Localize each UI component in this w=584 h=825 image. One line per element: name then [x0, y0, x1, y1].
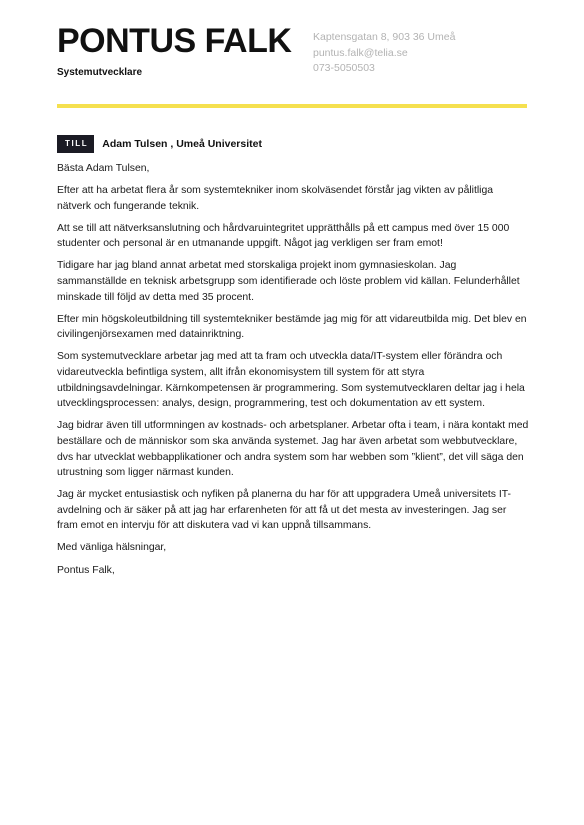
applicant-name: PONTUS FALK [57, 22, 292, 60]
contact-address: Kaptensgatan 8, 903 36 Umeå [313, 31, 456, 43]
letter-paragraph: Tidigare har jag bland annat arbetat med storskaliga projekt inom gymnasieskolan. Jag sammanställde en teknisk arbetsgrupp som identifierade och löste problem vid källan. Felunderhållet minskade till följd av detta med 35 procent. [57, 260, 520, 303]
letter-paragraph: Jag bidrar även till utformningen av kostnads- och arbetsplaner. Arbetar ofta i team, i nära kontakt med beställare och de människor som ska använda systemet. Jag har även arbetat som webbutvecklare, dvs har utvecklat webbapplikationer och andra system som har webben som ”klient”, det vill säga den utrustning som ligger närmast kunden. [57, 420, 529, 479]
letter-greeting: Bästa Adam Tulsen, [57, 163, 150, 174]
accent-divider [57, 104, 527, 108]
contact-email: puntus.falk@telia.se [313, 46, 408, 59]
letter-closing: Med vänliga hälsningar, [57, 542, 167, 554]
letter-paragraph: Efter att ha arbetat flera år som systemtekniker inom skolväsendet förstår jag vikten av pålitliga nätverk och fungerande teknik. [57, 185, 494, 212]
contact-block [313, 30, 455, 77]
contact-phone: 073-5050503 [313, 62, 375, 75]
recipient-tag: TILL [57, 135, 94, 153]
letter-signature: Pontus Falk, [57, 564, 115, 576]
letter-body [57, 161, 529, 585]
recipient-name: Adam Tulsen , Umeå Universitet [102, 138, 262, 150]
letter-paragraph: Att se till att nätverksanslutning och hårdvaruintegritet upprätthålls på ett campus med över 15 000 studenter och personal är en utmanande uppgift. Något jag verkligen ser fram emot! [57, 222, 510, 250]
recipient-row [57, 135, 262, 153]
letter-paragraph: Som systemutvecklare arbetar jag med att ta fram och utveckla data/IT-system eller förändra och vidareutveckla befintliga system, allt ifrån ekonomisystem till system för att styra utbildningsavdelningar. Kärnkompetensen är programmering. Som systemutvecklaren deltar jag i hela utvecklingsprocessen: analys, design, programmering, test och dokumentation av ett system. [57, 351, 525, 410]
letter-paragraph: Efter min högskoleutbildning till systemtekniker bestämde jag mig för att vidareutbilda mig. Det blev en civilingenjörsexamen med datainriktning. [57, 313, 527, 341]
applicant-job-title: Systemutvecklare [57, 67, 143, 78]
letter-paragraph: Jag är mycket entusiastisk och nyfiken på planerna du har för att uppgradera Umeå universitets IT-avdelning och är säker på att jag har erfarenheten för att få ut det mesta av investeringen. Jag ser fram emot en intervju för att diskutera vad vi kan uppnå tillsammans. [57, 489, 511, 532]
